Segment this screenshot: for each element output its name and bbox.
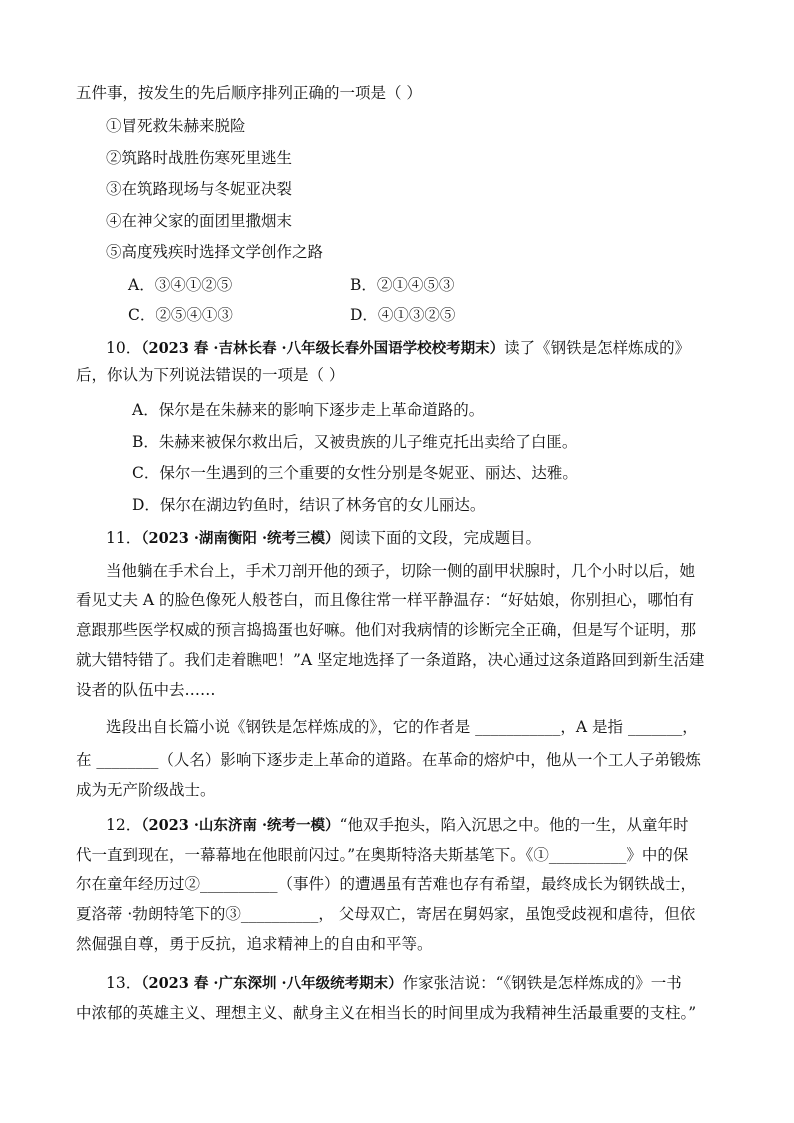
q13-first-line — [106, 973, 682, 994]
q13-number: 13． — [106, 974, 142, 992]
q10-first-line — [106, 338, 690, 359]
q9-item-2: ②筑路时战胜伤寒死里逃生 — [106, 149, 293, 167]
q10-stem-line2: 后，你认为下列说法错误的一项是（ ） — [76, 366, 345, 384]
q12-stem: “他双手抱头，陷入沉思之中。他的一生，从童年时 — [339, 816, 689, 834]
q11-passage-line-5: 设者的队伍中去…… — [76, 681, 216, 699]
q10-number: 10． — [106, 339, 142, 357]
q11-fill-line-2: 在 ________（人名）影响下逐步走上革命的道路。在革命的熔炉中，他从一个工人子弟锻炼 — [76, 751, 701, 769]
q12-number: 12． — [106, 816, 142, 834]
q11-passage-line-4: 就大错特错了。我们走着瞧吧！”A 坚定地选择了一条道路，决心通过这条道路回到新生活建 — [76, 651, 705, 669]
q11-number: 11． — [106, 529, 142, 547]
q10-option-a: A．保尔是在朱赫来的影响下逐步走上革命道路的。 — [132, 401, 485, 419]
q12-line-3: 尔在童年经历过②__________（事件）的遭遇虽有苦难也存有希望，最终成长为钢铁战士， — [76, 875, 697, 893]
q9-item-4: ④在神父家的面团里撒烟末 — [106, 212, 293, 230]
q12-source: （2023 ·山东济南 ·统考一模） — [141, 817, 340, 834]
q9-stem-continuation: 五件事，按发生的先后顺序排列正确的一项是（ ） — [76, 84, 422, 102]
q9-option-d: D．④①③②⑤ — [350, 306, 456, 324]
q11-fill-line-1: 选段出自长篇小说《钢铁是怎样炼成的》，它的作者是 ___________，A 是指 _______， — [106, 718, 698, 736]
q11-stem: 阅读下面的文段，完成题目。 — [339, 529, 542, 547]
q13-source: （2023 春 ·广东深圳 ·八年级统考期末） — [141, 975, 403, 992]
q12-line-2: 代一直到现在，一幕幕地在他眼前闪过。”在奥斯特洛夫斯基笔下。《①__________》中的保 — [76, 846, 689, 864]
q11-source: （2023 ·湖南衡阳 ·统考三模） — [141, 530, 340, 547]
q12-first-line — [106, 815, 688, 836]
q12-line-4: 夏洛蒂 ·勃朗特笔下的③__________， 父母双亡，寄居在舅妈家，虽饱受歧视和虐待，但依 — [76, 905, 696, 923]
q11-passage-line-1: 当他躺在手术台上，手术刀剖开他的颈子，切除一侧的副甲状腺时，几个小时以后，她 — [106, 562, 696, 580]
q9-item-3: ③在筑路现场与冬妮亚决裂 — [106, 180, 293, 198]
q10-option-b: B．朱赫来被保尔救出后，又被贵族的儿子维克托出卖给了白匪。 — [132, 433, 578, 451]
q11-fill-line-3: 成为无产阶级战士。 — [76, 781, 216, 799]
q12-line-5: 然倔强自尊，勇于反抗，追求精神上的自由和平等。 — [76, 935, 433, 953]
q13-line-2: 中浓郁的英雄主义、理想主义、献身主义在相当长的时间里成为我精神生活最重要的支柱。” — [76, 1004, 697, 1022]
q10-stem: 读了《钢铁是怎样炼成的》 — [504, 339, 691, 357]
q10-source: （2023 春 ·吉林长春 ·八年级长春外国语学校校考期末） — [141, 340, 505, 357]
q9-option-a: A．③④①②⑤ — [128, 276, 233, 294]
q11-passage-line-3: 意跟那些医学权威的预言捣捣蛋也好嘛。他们对我病情的诊断完全正确，但是写个证明，那 — [76, 621, 697, 639]
q10-option-c: C．保尔一生遇到的三个重要的女性分别是冬妮亚、丽达、达雅。 — [132, 464, 578, 482]
q9-item-1: ①冒死救朱赫来脱险 — [106, 117, 246, 135]
q10-option-d: D．保尔在湖边钓鱼时，结识了林务官的女儿丽达。 — [132, 496, 486, 514]
q11-first-line — [106, 528, 541, 549]
q13-stem: 作家张洁说：“《钢铁是怎样炼成的》一书 — [402, 974, 682, 992]
q9-option-c: C．②⑤④①③ — [128, 306, 233, 324]
q9-item-5: ⑤高度残疾时选择文学创作之路 — [106, 243, 324, 261]
q11-passage-line-2: 看见丈夫 A 的脸色像死人般苍白，而且像往常一样平静温存：“好姑娘，你别担心，哪怕有 — [76, 591, 694, 609]
q9-option-b: B．②①④⑤③ — [350, 276, 455, 294]
